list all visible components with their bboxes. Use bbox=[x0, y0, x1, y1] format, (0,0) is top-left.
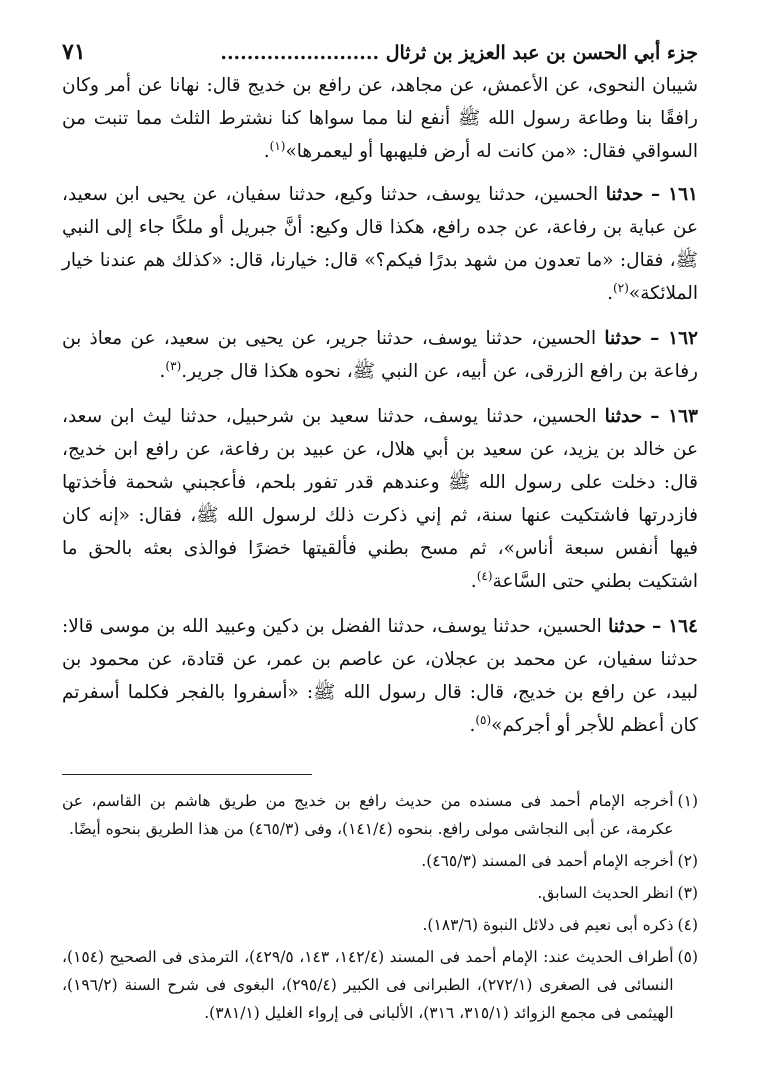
footnote-number: (٢) bbox=[677, 852, 698, 870]
hadith-162: ١٦٢ – حدثنا الحسين، حدثنا يوسف، حدثنا جرير، عن يحيى بن سعيد، عن معاذ بن رفاعة بن رافع الزرقى، عن أبيه، عن النبي ﷺ، نحوه هكذا قال جرير.$^{(٣)}$. bbox=[62, 328, 698, 382]
hadith-text: الحسين، حدثنا يوسف، حدثنا جرير، عن يحيى بن سعيد، عن معاذ بن رفاعة بن رافع الزرقى، عن أبيه، عن النبي ﷺ، نحوه هكذا قال جرير. bbox=[62, 328, 698, 382]
footnote-number: (١) bbox=[677, 792, 698, 810]
footnote-number: (٣) bbox=[677, 884, 698, 902]
footnote-1 bbox=[62, 787, 698, 843]
hadith-number: ١٦٤ – bbox=[652, 616, 698, 637]
footnote-5 bbox=[62, 943, 698, 1027]
separator-line bbox=[62, 774, 312, 775]
footnote-ref: (١) bbox=[269, 138, 286, 153]
hadith-164: ١٦٤ – حدثنا الحسين، حدثنا يوسف، حدثنا الفضل بن دكين وعبيد الله بن موسى قالا: حدثنا سفيان، عن محمد بن عجلان، عن عاصم بن عمر، عن قتادة، عن محمود بن لبيد، عن رافع بن خديج، قال: قال رسول الله ﷺ: «أسفروا بالفجر فكلما أسفرتم كان أعظم للأجر أو أجركم»$^{(٥)}$. bbox=[62, 616, 698, 736]
running-header bbox=[62, 38, 698, 67]
footnote-4 bbox=[62, 911, 698, 939]
hadith-text: الحسين، حدثنا يوسف، حدثنا سعيد بن شرحبيل، حدثنا ليث ابن سعد، عن خالد بن يزيد، عن سعيد بن أبي هلال، عن عبيد بن رفاعة، عن رافع ابن خديج، قال: دخلت على رسول الله ﷺ وعندهم قدر تفور بلحم، فأعجبني شحمة فأخذتها فازدرتها فاشتكيت عنها سنة، ثم إني ذكرت ذلك لرسول الله ﷺ، فقال: «إنه كان فيها أنفس سبعة أناس»، ثم مسح بطني فألقيتها خضرًا فوالذى بعثه بالحق ما اشتكيت بطني حتى السَّاعة bbox=[62, 406, 698, 592]
footnote-2 bbox=[62, 847, 698, 875]
page-number: ٧١ bbox=[62, 39, 86, 65]
hadith-lead: حدثنا bbox=[604, 406, 643, 427]
footnote-ref: (٣) bbox=[165, 358, 182, 373]
footnotes bbox=[62, 787, 698, 1027]
footnote-text: أطراف الحديث عند: الإمام أحمد فى المسند (١٤٢/٤، ١٤٣، ٤٢٩/٥)، الترمذى فى الصحيح (١٥٤)، النسائى فى الصغرى (٢٧٢/١)، الطبرانى فى الكبير (٢٩٥/٤)، البغوى فى شرح السنة (١٩٦/٢)، الهيثمى فى مجمع الزوائد (٣١٥/١، ٣١٦)، الألبانى فى إرواء الغليل (٣٨١/١). bbox=[62, 948, 674, 1022]
hadith-lead: حدثنا bbox=[605, 184, 644, 205]
hadith-number: ١٦٣ – bbox=[650, 406, 698, 427]
footnote-text: ذكره أبى نعيم فى دلائل النبوة (١٨٣/٦). bbox=[422, 916, 674, 934]
footnote-number: (٤) bbox=[677, 916, 698, 934]
header-title: جزء أبي الحسن بن عبد العزيز بن ثرثال ........................ bbox=[220, 42, 698, 64]
footnote-3 bbox=[62, 879, 698, 907]
hadith-lead: حدثنا bbox=[604, 328, 642, 349]
hadith-text: الحسين، حدثنا يوسف، حدثنا وكيع، حدثنا سفيان، عن يحيى ابن سعيد، عن عباية بن رفاعة، عن جده رافع، هكذا قال وكيع: أنَّ جبريل أو ملكًا جاء إلى النبي ﷺ، فقال: «ما تعدون من شهد بدرًا فيكم؟» قال: خيارنا، قال: «كذلك هم عندنا خيار الملائكة» bbox=[62, 184, 698, 304]
hadith-lead: حدثنا bbox=[608, 616, 646, 637]
footnote-text: انظر الحديث السابق. bbox=[537, 884, 674, 902]
hadith-text: الحسين، حدثنا يوسف، حدثنا الفضل بن دكين وعبيد الله بن موسى قالا: حدثنا سفيان، عن محمد بن عجلان، عن عاصم بن عمر، عن قتادة، عن محمود بن لبيد، عن رافع بن خديج، قال: قال رسول الله ﷺ: «أسفروا بالفجر فكلما أسفرتم كان أعظم للأجر أو أجركم» bbox=[62, 616, 698, 736]
footnote-number: (٥) bbox=[677, 948, 698, 966]
hadith-number: ١٦١ – bbox=[650, 184, 698, 205]
footnote-ref: (٢) bbox=[613, 280, 629, 295]
footnote-text: أخرجه الإمام أحمد فى مسنده من حديث رافع بن خديج من طريق هاشم بن القاسم، عن عكرمة، عن أبى النجاشى مولى رافع. بنحوه (١٤١/٤)، وفى (٤٦٥/٣) من هذا الطريق بنحوه أيضًا. bbox=[62, 792, 674, 838]
hadith-163: ١٦٣ – حدثنا الحسين، حدثنا يوسف، حدثنا سعيد بن شرحبيل، حدثنا ليث ابن سعد، عن خالد بن يزيد، عن سعيد بن أبي هلال، عن عبيد بن رفاعة، عن رافع ابن خديج، قال: دخلت على رسول الله ﷺ وعندهم قدر تفور بلحم، فأعجبني شحمة فأخذتها فازدرتها فاشتكيت عنها سنة، ثم إني ذكرت ذلك لرسول الله ﷺ، فقال: «إنه كان فيها أنفس سبعة أناس»، ثم مسح بطني فألقيتها خضرًا فوالذى بعثه بالحق ما اشتكيت بطني حتى السَّاعة$^{(٤)}$. bbox=[62, 406, 698, 592]
main-text bbox=[62, 69, 698, 742]
intro-paragraph: شيبان النحوى، عن الأعمش، عن مجاهد، عن رافع بن خديج قال: نهانا عن أمر وكان رافقًا بنا وطاعة رسول الله ﷺ أنفع لنا مما سواها كنا نشترط الثلث مما تنبت من السواقي فقال: «من كانت له أرض فليهبها أو ليعمرها»$^{(١)}$. bbox=[62, 75, 698, 162]
footnote-text: أخرجه الإمام أحمد فى المسند (٤٦٥/٣). bbox=[421, 852, 674, 870]
footnote-ref: (٥) bbox=[475, 712, 492, 727]
hadith-161: ١٦١ – حدثنا الحسين، حدثنا يوسف، حدثنا وكيع، حدثنا سفيان، عن يحيى ابن سعيد، عن عباية بن رفاعة، عن جده رافع، هكذا قال وكيع: أنَّ جبريل أو ملكًا جاء إلى النبي ﷺ، فقال: «ما تعدون من شهد بدرًا فيكم؟» قال: خيارنا، قال: «كذلك هم عندنا خيار الملائكة»$^{(٢)}$. bbox=[62, 184, 698, 304]
footnote-separator bbox=[62, 754, 698, 787]
footnote-ref: (٤) bbox=[476, 568, 493, 583]
hadith-number: ١٦٢ – bbox=[650, 328, 698, 349]
intro-text: شيبان النحوى، عن الأعمش، عن مجاهد، عن رافع بن خديج قال: نهانا عن أمر وكان رافقًا بنا وطاعة رسول الله ﷺ أنفع لنا مما سواها كنا نشترط الثلث مما تنبت من السواقي فقال: «من كانت له أرض فليهبها أو ليعمرها» bbox=[62, 75, 698, 162]
